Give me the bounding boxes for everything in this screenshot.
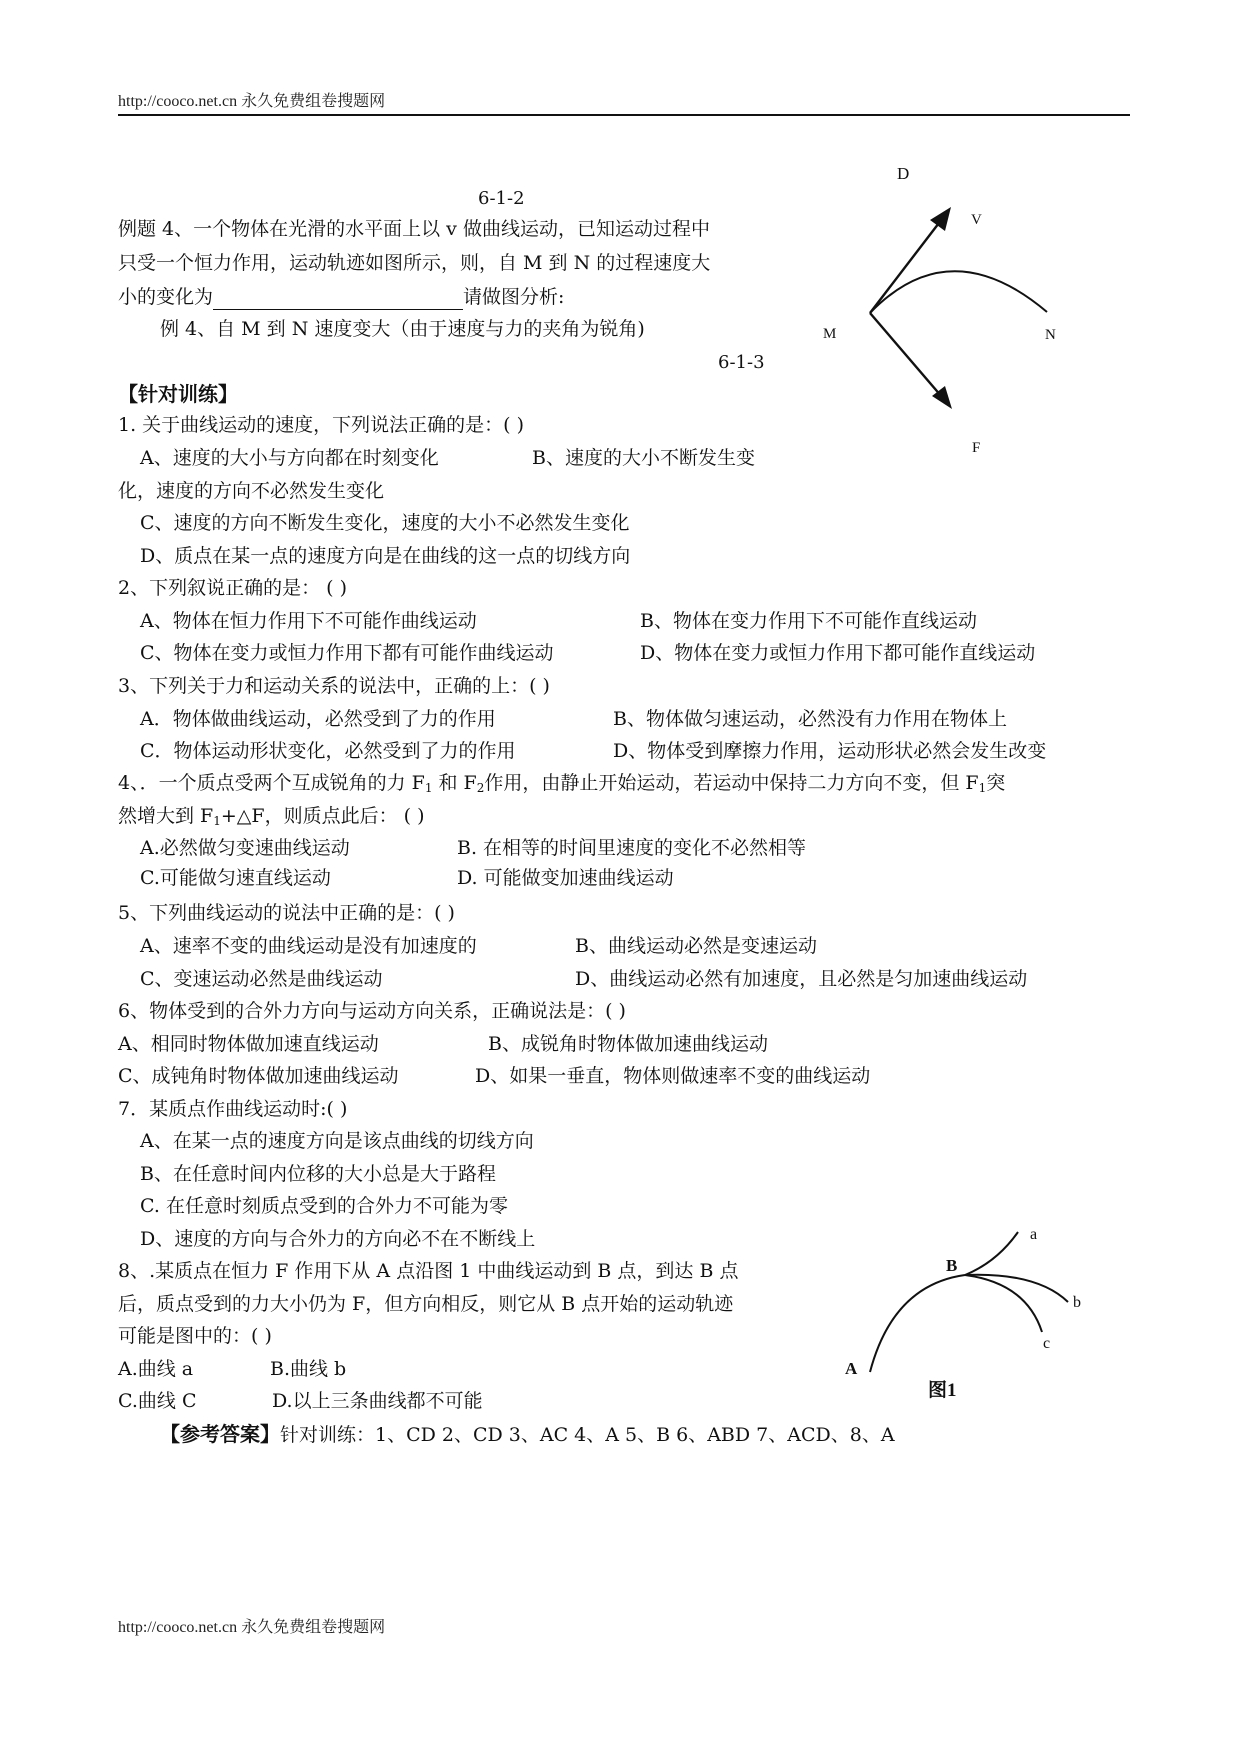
q6-option-b: B、成锐角时物体做加速曲线运动 <box>488 1033 768 1055</box>
q1-option-b: B、速度的大小不断发生变 <box>532 447 755 469</box>
q4-sub-2: 2 <box>476 781 485 795</box>
q4-line2-sub: 1 <box>213 814 221 828</box>
q4-line2-text-2: +△F，则质点此后： ( ) <box>220 805 425 827</box>
label-curve-c: c <box>1043 1335 1051 1352</box>
example4-answer: 例 4、自 M 到 N 速度变大（由于速度与力的夹角为锐角) <box>160 318 645 340</box>
velocity-arrow <box>870 219 942 313</box>
q4-sub-1: 1 <box>424 781 433 795</box>
q4-text-1: 4、．一个质点受两个互成锐角的力 F <box>118 772 425 794</box>
example4-line1: 例题 4、一个物体在光滑的水平面上以 v 做曲线运动，已知运动过程中 <box>118 218 710 240</box>
q6-option-a: A、相同时物体做加速直线运动 <box>118 1033 379 1055</box>
q3-option-b: B、物体做匀速运动，必然没有力作用在物体上 <box>613 708 1007 730</box>
training-title: 【针对训练】 <box>118 382 238 406</box>
page-footer <box>118 1614 385 1637</box>
header-site[interactable]: http://cooco.net.cn <box>118 93 238 110</box>
page-header <box>118 88 385 111</box>
q7-option-a: A、在某一点的速度方向是该点曲线的切线方向 <box>140 1130 534 1152</box>
q1-option-b-cont: 化，速度的方向不必然发生变化 <box>118 480 385 502</box>
q4-line2-text-1: 然增大到 F <box>118 805 214 827</box>
q8-option-b: B.曲线 b <box>270 1358 347 1380</box>
curve-c <box>965 1275 1042 1332</box>
q4-stem-line2 <box>118 803 425 834</box>
label-d: D <box>897 164 910 183</box>
q1-stem: 1. 关于曲线运动的速度，下列说法正确的是：( ) <box>118 414 525 436</box>
q4-text-3: 作用，由静止开始运动，若运动中保持二力方向不变，但 F <box>484 772 979 794</box>
q8-stem-line1: 8、.某质点在恒力 F 作用下从 A 点沿图 1 中曲线运动到 B 点，到达 B 点 <box>118 1260 739 1282</box>
answer-key-title: 【参考答案】 <box>160 1422 280 1446</box>
label-n: N <box>1045 327 1056 343</box>
q6-option-c: C、成钝角时物体做加速曲线运动 <box>118 1065 399 1087</box>
q4-text-4: 突 <box>986 772 1006 794</box>
header-slogan: 永久免费组卷搜题网 <box>241 93 386 110</box>
q1-option-a: A、速度的大小与方向都在时刻变化 <box>140 447 439 469</box>
q7-option-d: D、速度的方向与合外力的方向必不在不断线上 <box>140 1228 536 1250</box>
q2-option-a: A、物体在恒力作用下不可能作曲线运动 <box>140 610 477 632</box>
label-curve-a: a <box>1030 1226 1038 1243</box>
example4-line3-start: 小的变化为 <box>118 286 214 308</box>
q5-option-c: C、变速运动必然是曲线运动 <box>140 968 383 990</box>
curve-a <box>965 1232 1018 1275</box>
q2-option-d: D、物体在变力或恒力作用下都可能作直线运动 <box>640 642 1036 664</box>
q8-option-d: D.以上三条曲线都不可能 <box>272 1390 483 1412</box>
curve-b <box>965 1275 1068 1302</box>
answer-blank <box>213 289 463 310</box>
q4-option-a: A.必然做匀变速曲线运动 <box>140 837 350 859</box>
q5-option-d: D、曲线运动必然有加速度，且必然是匀加速曲线运动 <box>575 968 1028 990</box>
q5-option-a: A、速率不变的曲线运动是没有加速度的 <box>140 935 477 957</box>
q4-option-b: B. 在相等的时间里速度的变化不必然相等 <box>457 837 807 859</box>
footer-site[interactable]: http://cooco.net.cn <box>118 1619 238 1636</box>
force-arrow <box>870 313 942 397</box>
q3-option-d: D、物体受到摩擦力作用，运动形状必然会发生改变 <box>613 740 1047 762</box>
figure-ref-613: 6-1-3 <box>718 352 765 373</box>
header-rule <box>118 114 1130 116</box>
trajectory-curve <box>870 271 1047 313</box>
example4-line3-end: 请做图分析: <box>463 286 565 308</box>
answer-key <box>160 1421 895 1448</box>
force-arrowhead <box>932 386 952 409</box>
q4-option-d: D. 可能做变加速曲线运动 <box>457 867 674 889</box>
footer-slogan: 永久免费组卷搜题网 <box>241 1619 386 1636</box>
q2-option-c: C、物体在变力或恒力作用下都有可能作曲线运动 <box>140 642 554 664</box>
label-curve-b: b <box>1073 1294 1081 1311</box>
velocity-arrowhead <box>930 207 951 231</box>
q5-stem: 5、下列曲线运动的说法中正确的是：( ) <box>118 902 455 924</box>
q6-stem: 6、物体受到的合外力方向与运动方向关系，正确说法是：( ) <box>118 1000 626 1022</box>
q4-sub-3: 1 <box>978 781 987 795</box>
q7-stem: 7．某质点作曲线运动时:( ) <box>118 1098 348 1120</box>
q8-option-c: C.曲线 C <box>118 1390 197 1412</box>
q8-stem-line2: 后，质点受到的力大小仍为 F，但方向相反，则它从 B 点开始的运动轨迹 <box>118 1293 734 1315</box>
figure-1-caption: 图1 <box>928 1380 957 1401</box>
q1-option-c: C、速度的方向不断发生变化，速度的大小不必然发生变化 <box>140 512 630 534</box>
q7-option-b: B、在任意时间内位移的大小总是大于路程 <box>140 1163 496 1185</box>
q7-option-c: C. 在任意时刻质点受到的合外力不可能为零 <box>140 1195 508 1217</box>
label-f: F <box>972 440 981 456</box>
q2-stem: 2、下列叙说正确的是： ( ) <box>118 577 347 599</box>
figure-ref-612: 6-1-2 <box>478 188 525 209</box>
curve-a-to-b <box>870 1275 965 1372</box>
q8-option-a: A.曲线 a <box>118 1358 194 1380</box>
label-point-b: B <box>946 1256 958 1275</box>
label-m: M <box>823 326 837 342</box>
q3-stem: 3、下列关于力和运动关系的说法中，正确的上：( ) <box>118 675 550 697</box>
q6-option-d: D、如果一垂直，物体则做速率不变的曲线运动 <box>475 1065 871 1087</box>
answer-key-text: 针对训练：1、CD 2、CD 3、AC 4、A 5、B 6、ABD 7、ACD、8、A <box>280 1424 895 1446</box>
q3-option-c: C．物体运动形状变化，必然受到了力的作用 <box>140 740 516 762</box>
q8-stem-line3: 可能是图中的：( ) <box>118 1325 272 1347</box>
q3-option-a: A．物体做曲线运动，必然受到了力的作用 <box>140 708 496 730</box>
q1-option-d: D、质点在某一点的速度方向是在曲线的这一点的切线方向 <box>140 545 631 567</box>
q2-option-b: B、物体在变力作用下不可能作直线运动 <box>640 610 977 632</box>
label-point-a: A <box>845 1359 858 1378</box>
label-v: V <box>971 212 982 228</box>
q4-option-c: C.可能做匀速直线运动 <box>140 867 331 889</box>
example4-line2: 只受一个恒力作用，运动轨迹如图所示，则，自 M 到 N 的过程速度大 <box>118 252 711 274</box>
q4-stem-line1 <box>118 770 1005 801</box>
q5-option-b: B、曲线运动必然是变速运动 <box>575 935 817 957</box>
q4-text-2: 和 F <box>432 772 477 794</box>
example4-line3 <box>118 284 564 310</box>
